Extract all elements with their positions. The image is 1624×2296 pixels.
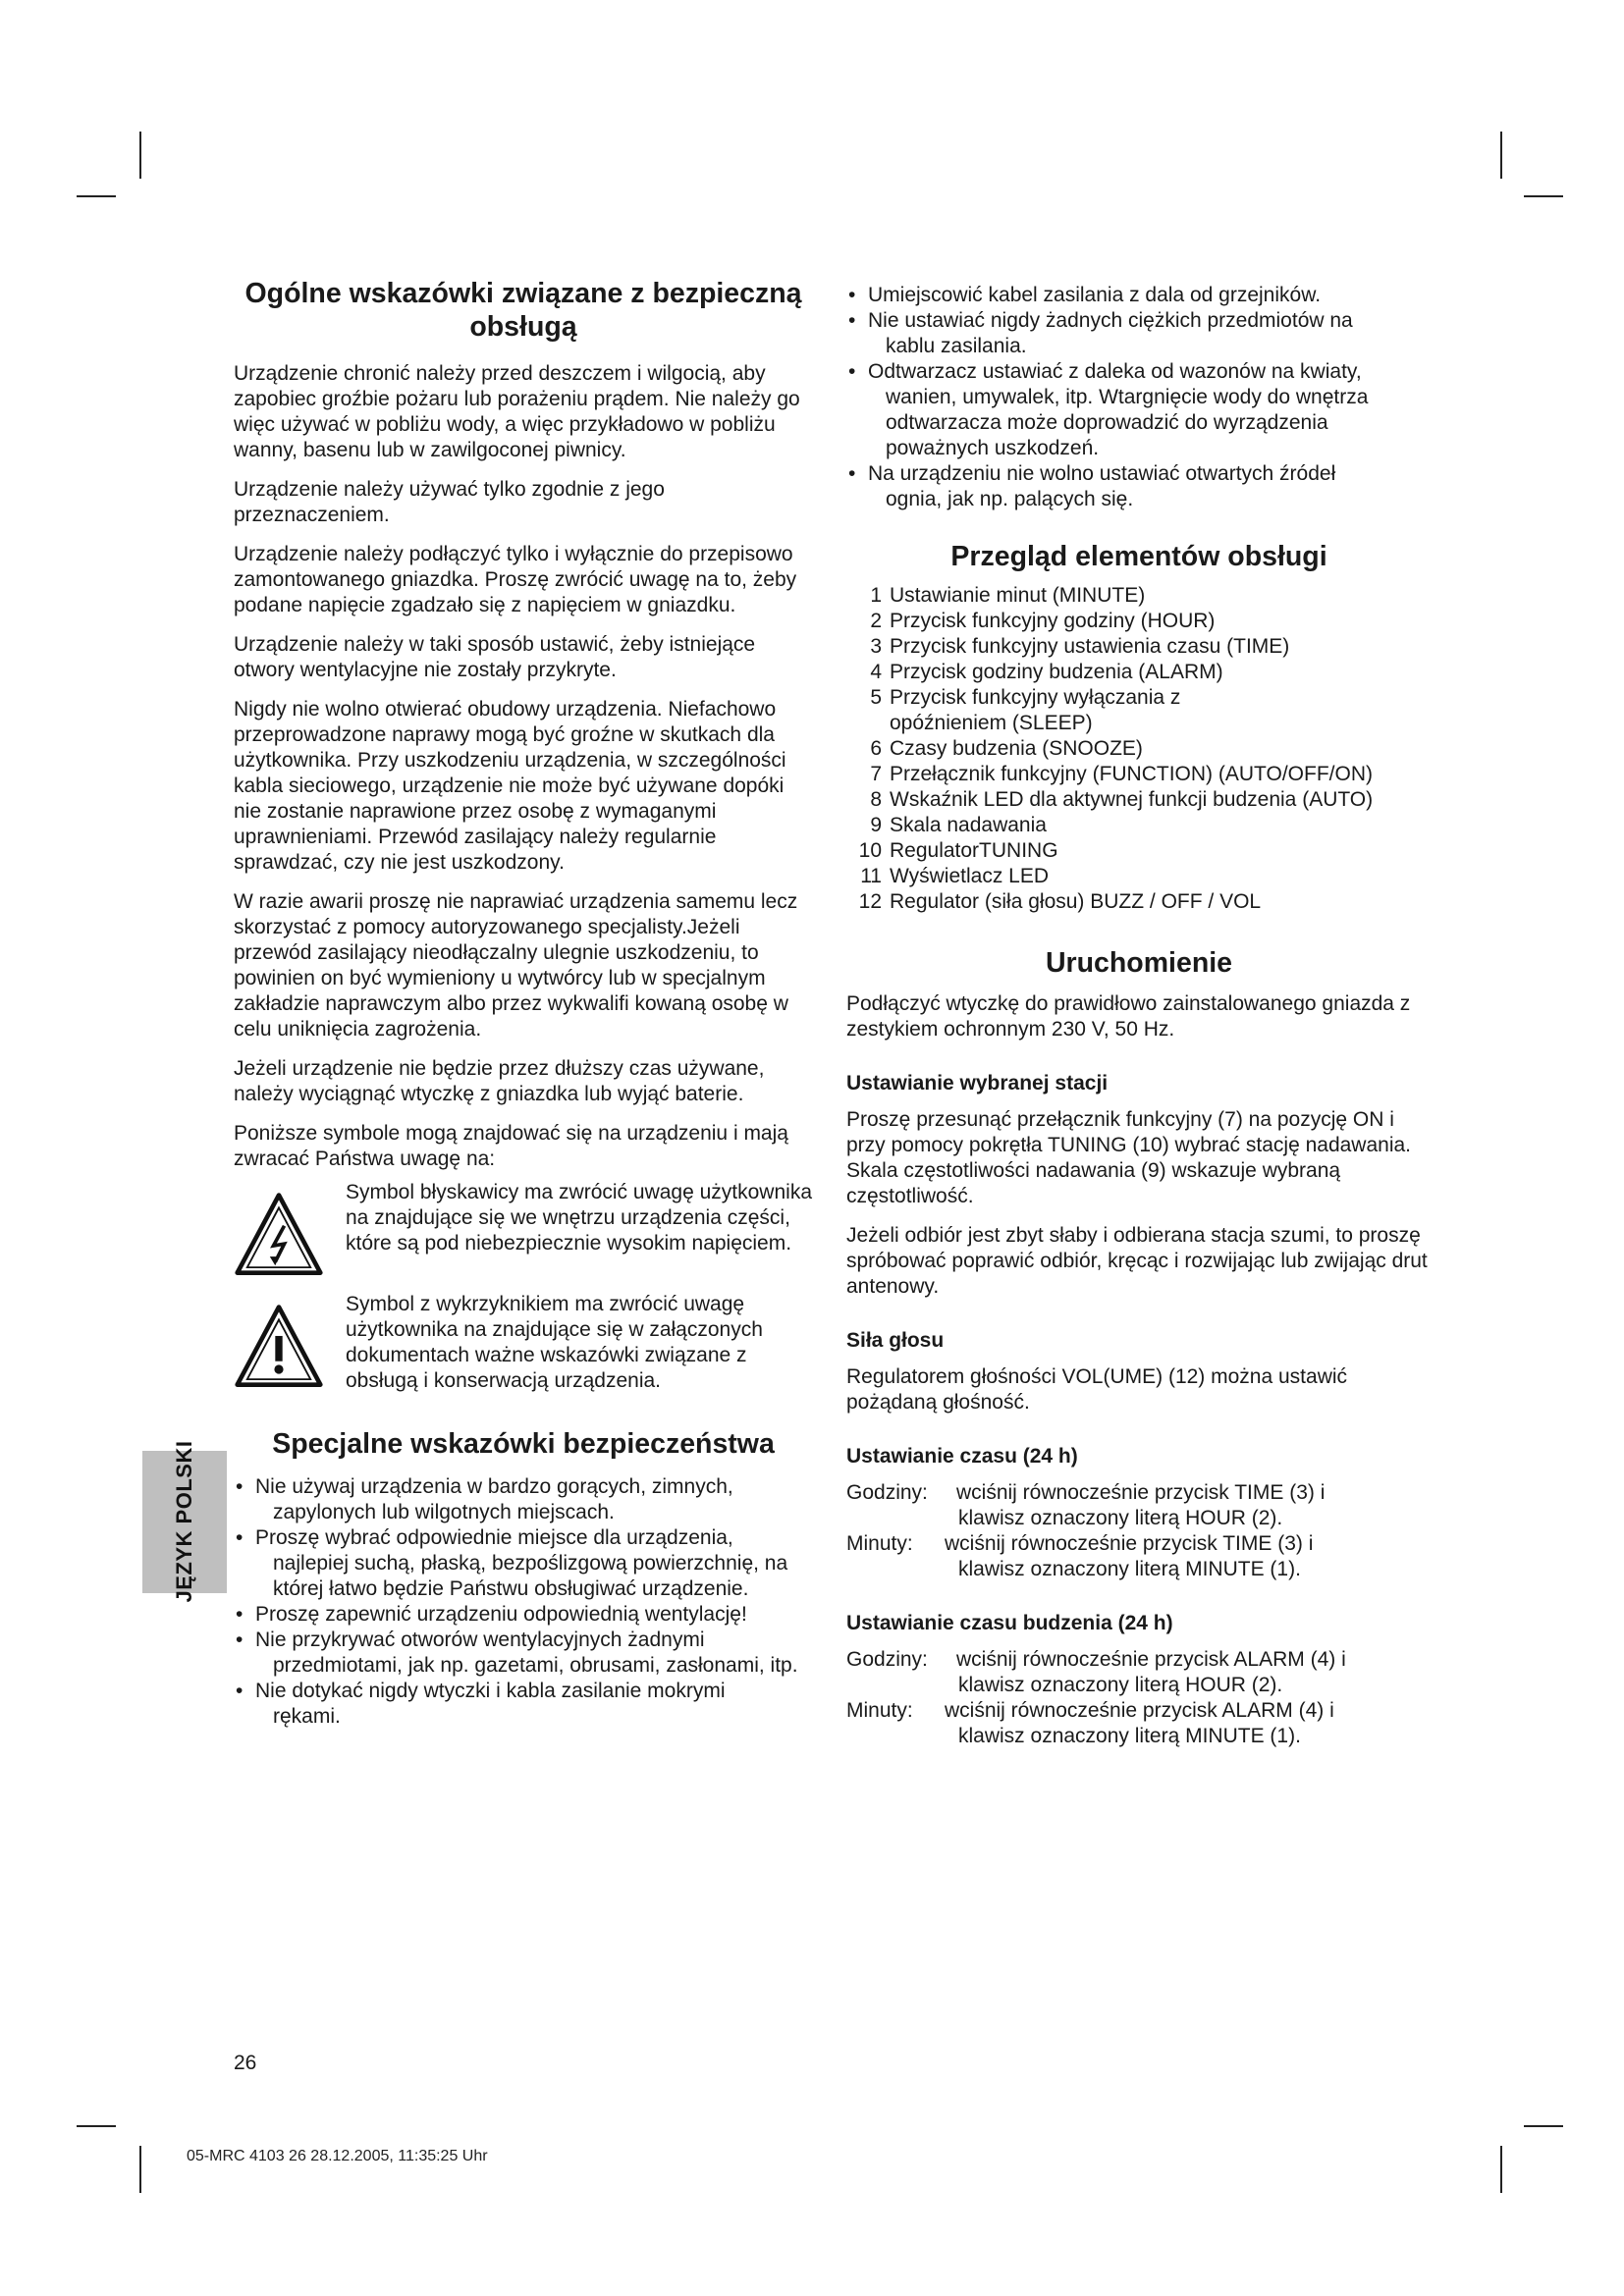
alarm-heading: Ustawianie czasu budzenia (24 h) [846,1612,1173,1634]
volume-heading: Siła głosu [846,1329,945,1352]
list-item: 8 Wskaźnik LED dla aktywnej funkcji budzenia (AUTO) [870,788,1374,811]
list-item: 1 Ustawianie minut (MINUTE) [870,584,1146,607]
list-item: • Na urządzeniu nie wolno ustawiać otwartych źródeł ognia, jak np. palących się. [846,461,1432,512]
lightning-warning-icon [234,1190,324,1280]
exclamation-symbol-text: Symbol z wykrzyknikiem ma zwrócić uwagę użytkownika na znajdujące się w załączonych dokumentach ważne wskazówki związane z obsługą i konserwacją urządzenia. [346,1293,763,1392]
safety-paragraph: Nigdy nie wolno otwierać obudowy urządzenia. Niefachowo przeprowadzone naprawy mogą być groźne w skutkach dla użytkownika. Przy uszkodzeniu urządzenia, w szczególności kabla sieciowego, urządzenie nie może być używane dopóki nie zostanie naprawione przez osobę z wymaganymi uprawnieniami. Przewód zasilający należy regularnie sprawdzać, czy nie jest uszkodzony. [234,698,786,874]
alarm-row-minutes: Minuty: wciśnij równocześnie przycisk ALARM (4) i klawisz oznaczony literą MINUTE (1). [846,1699,1334,1747]
time-row-minutes: Minuty: wciśnij równocześnie przycisk TIME (3) i klawisz oznaczony literą MINUTE (1). [846,1532,1314,1580]
controls-list [852,583,1432,915]
general-safety-heading: Ogólne wskazówki związane z bezpieczną obsługą [244,278,802,343]
crop-mark [1500,2146,1502,2193]
list-item: 2 Przycisk funkcyjny godziny (HOUR) [870,610,1216,632]
safety-paragraph: Urządzenie chronić należy przed deszczem i wilgocią, aby zapobiec groźbie pożaru lub porażeniu prądem. Nie należy go więc używać w pobliżu wody, a więc przykładowo w pobliżu wanny, basenu lub w zawilgoconej piwnicy. [234,362,800,461]
print-footer: 05-MRC 4103 26 28.12.2005, 11:35:25 Uhr [187,2148,488,2164]
crop-mark [139,2146,141,2193]
crop-mark [1524,2125,1563,2127]
exclamation-warning-icon [234,1302,324,1392]
list-item: 7 Przełącznik funkcyjny (FUNCTION) (AUTO/OFF/ON) [870,763,1373,785]
safety-paragraph: Urządzenie należy w taki sposób ustawić, żeby istniejące otwory wentylacyjne nie zostały przykryte. [234,633,756,681]
time-row-hours: Godziny: wciśnij równocześnie przycisk TIME (3) i klawisz oznaczony literą HOUR (2). [846,1481,1326,1529]
special-safety-list [234,1474,813,1730]
list-item: • Odtwarzacz ustawiać z daleka od wazonów na kwiaty, wanien, umywalek, itp. Wtargnięcie wody do wnętrza odtwarzacza może doprowadzić do wyrządzenia poważnych uszkodzeń. [846,359,1432,461]
list-item: • Umiejscowić kabel zasilania z dala od grzejników. [846,283,1432,308]
list-item: • Proszę wybrać odpowiednie miejsce dla urządzenia, najlepiej suchą, płaską, bezpoślizgową powierzchnię, na której łatwo będzie Państwu obsługiwać urządzenie. [234,1525,813,1602]
list-item: • Proszę zapewnić urządzeniu odpowiednią wentylację! [234,1602,813,1628]
list-item: 10 RegulatorTUNING [858,839,1058,862]
alarm-row-hours: Godziny: wciśnij równocześnie przycisk ALARM (4) i klawisz oznaczony literą HOUR (2). [846,1648,1346,1696]
safety-paragraph: Jeżeli urządzenie nie będzie przez dłuższy czas używane, należy wyciągnąć wtyczkę z gniazdka lub wyjąć baterie. [234,1057,765,1105]
list-item: 3 Przycisk funkcyjny ustawienia czasu (TIME) [870,635,1290,658]
list-item: 6 Czasy budzenia (SNOOZE) [870,737,1143,760]
list-item: 12 Regulator (siła głosu) BUZZ / OFF / VOL [858,890,1262,913]
safety-paragraph: Urządzenie należy podłączyć tylko i wyłącznie do przepisowo zamontowanego gniazdka. Proszę zwrócić uwagę na to, żeby podane napięcie zgadzało się z napięciem w gniazdku. [234,543,797,616]
crop-mark [1500,132,1502,179]
list-item: • Nie przykrywać otworów wentylacyjnych żadnymi przedmiotami, jak np. gazetami, obrusami, zasłonami, itp. [234,1628,813,1679]
controls-overview-heading: Przegląd elementów obsługi [950,541,1327,572]
language-side-tab [142,1440,227,1603]
list-item: 4 Przycisk godziny budzenia (ALARM) [870,661,1223,683]
time-settings [846,1480,1432,1582]
startup-heading: Uruchomienie [1045,947,1233,979]
list-item: 11 Wyświetlacz LED [860,865,1050,887]
language-tab-label: JĘZYK POLSKI [172,1440,196,1603]
crop-mark [77,195,116,197]
safety-paragraph: Urządzenie należy używać tylko zgodnie z jego przeznaczeniem. [234,478,665,526]
station-text: Jeżeli odbiór jest zbyt słaby i odbierana stacja szumi, to proszę spróbować poprawić odbiór, kręcąc i rozwijając lub zwijając drut antenowy. [846,1224,1428,1298]
crop-mark [139,132,141,179]
station-text: Proszę przesunąć przełącznik funkcyjny (7) na pozycję ON i przy pomocy pokrętła TUNING (10) wybrać stację nadawania. Skala częstotliwości nadawania (9) wskazuje wybraną częstotliwość. [846,1108,1412,1207]
volume-text: Regulatorem głośności VOL(UME) (12) można ustawić pożądaną głośność. [846,1365,1348,1414]
list-item: 5 Przycisk funkcyjny wyłączania z opóźnieniem (SLEEP) [870,686,1181,734]
special-safety-heading: Specjalne wskazówki bezpieczeństwa [272,1428,775,1460]
list-item: • Nie ustawiać nigdy żadnych ciężkich przedmiotów na kablu zasilania. [846,308,1432,359]
right-column [846,283,1432,1749]
lightning-symbol-block [234,1180,813,1280]
list-item: 9 Skala nadawania [870,814,1047,836]
alarm-settings [846,1647,1432,1749]
cable-safety-list [846,283,1432,512]
safety-paragraph: Poniższe symbole mogą znajdować się na urządzeniu i mają zwracać Państwa uwagę na: [234,1122,788,1170]
time-heading: Ustawianie czasu (24 h) [846,1445,1078,1468]
crop-mark [77,2125,116,2127]
lightning-symbol-text: Symbol błyskawicy ma zwrócić uwagę użytkownika na znajdujące się we wnętrzu urządzenia części, które są pod niebezpiecznie wysokim napięciem. [346,1181,812,1255]
exclamation-symbol-block [234,1292,813,1394]
page-number: 26 [234,2052,257,2074]
list-item: • Nie używaj urządzenia w bardzo gorących, zimnych, zapylonych lub wilgotnych miejscach. [234,1474,813,1525]
crop-mark [1524,195,1563,197]
station-heading: Ustawianie wybranej stacji [846,1072,1109,1095]
startup-text: Podłączyć wtyczkę do prawidłowo zainstalowanego gniazda z zestykiem ochronnym 230 V, 50 Hz. [846,992,1411,1041]
list-item: • Nie dotykać nigdy wtyczki i kabla zasilanie mokrymi rękami. [234,1679,813,1730]
left-column [234,277,813,1730]
safety-paragraph: W razie awarii proszę nie naprawiać urządzenia samemu lecz skorzystać z pomocy autoryzowanego specjalisty.Jeżeli przewód zasilający nieodłączalny ulegnie uszkodzeniu, to powinien on być wymieniony u wytwórcy lub w specjalnym zakładzie naprawczym albo przez wykwalifi kowaną osobę w celu uniknięcia zagrożenia. [234,890,798,1041]
